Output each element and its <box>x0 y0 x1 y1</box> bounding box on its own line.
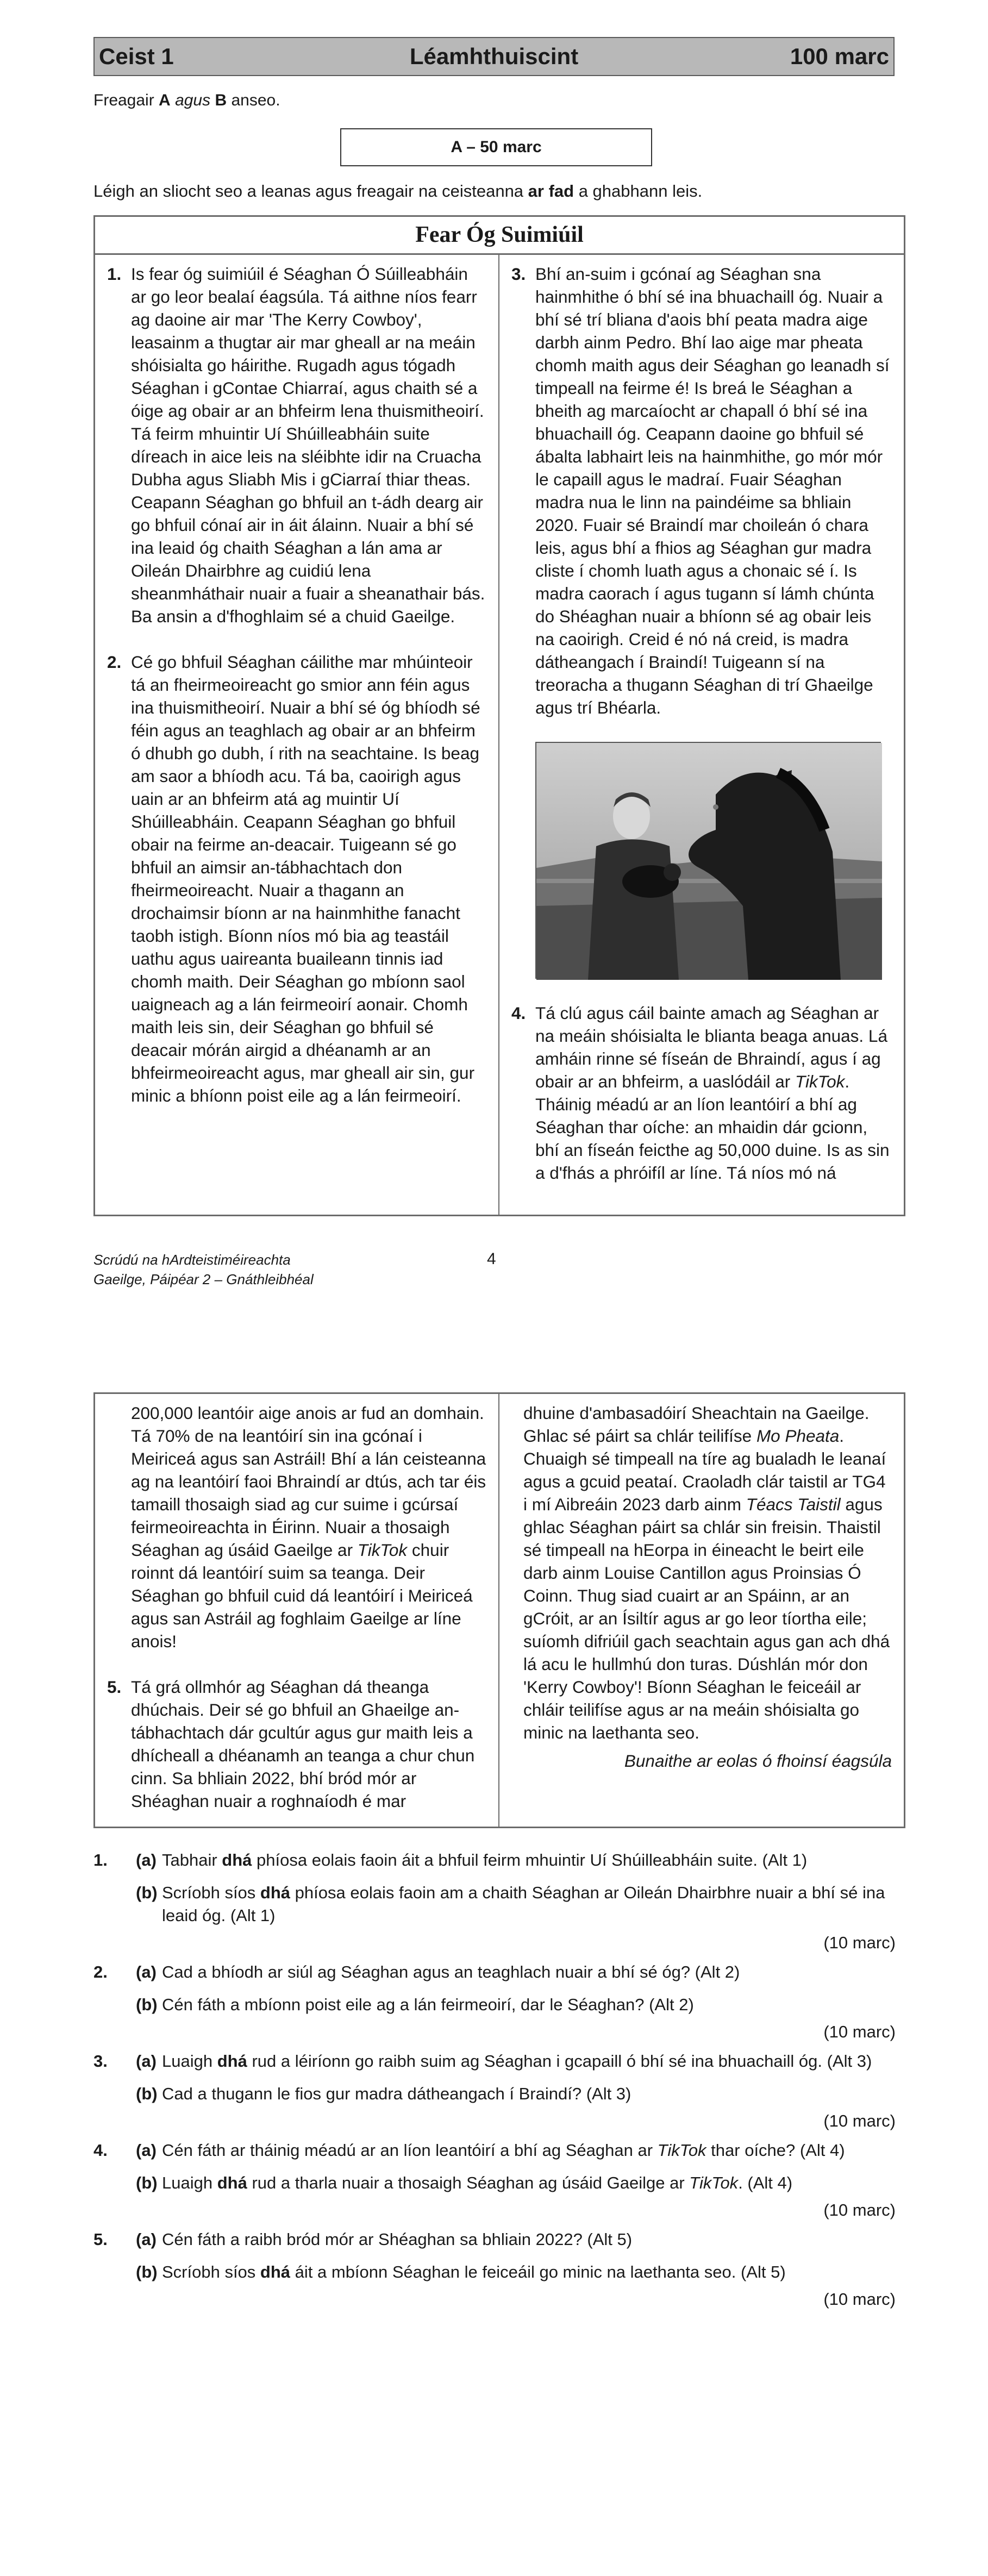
source-credit: Bunaithe ar eolas ó fhoinsí éagsúla <box>624 1751 892 1771</box>
part-a-label: A – 50 marc <box>340 128 652 166</box>
paragraph-5-continued: dhuine d'ambasadóirí Sheachtain na Gaeilge. Ghlac sé páirt sa chlár teilifíse Mo Pheata. Chuaigh sé timpeall na tíre ag bualadh le leanaí agus a gcuid peataí. Craoladh clár taistil ar TG4 i mí Aibreáin 2023 darb ainm Téacs Taistil agus ghlac Séaghan páirt sa chlár sin freisin. Thaistil sé timpeall na hEorpa in éineacht le beirt eile darb ainm Louise Cantillon agus Proinsias Ó Coinn. Thug siad cuairt ar an Spáinn, ar an gCróit, ar an Ísiltír agus ar go leor tíortha eile; suíomh difriúil gach seachtain agus gan ach dhá lá acu le hullmhú don turas. Dúshlán mór don 'Kerry Cowboy'! Bíonn Séaghan le feiceáil ar chláir teilifíse agus ar na meáin shóisialta go minic na laethanta seo. <box>523 1403 890 1742</box>
instruction: Léigh an sliocht seo a leanas agus freagair na ceisteanna ar fad a ghabhann leis. <box>93 182 703 201</box>
photo-image <box>536 743 882 980</box>
paragraph-3: 3. Bhí an-suim i gcónaí ag Séaghan sna hainmhithe ó bhí sé ina bhuachaill óg. Nuair a bhí sé trí bliana d'aois bhí peata madra aige darbh ainm Pedro. Bhí lao aige mar pheata chomh maith agus deir Séaghan go leanadh sí timpeall na feirme é! Is breá le Séaghan a bheith ag marcaíocht ar chapall ó bhí sé ina bhuachaill óg. Ceapann daoine go bhfuil sé ábalta labhairt leis na hainmhithe, go mór mór le capaill agus le madraí. Fuair Séaghan madra nua le linn na paindéime sa bhliain 2020. Fuair sé Braindí mar choileán ó chara leis, agus bhí a fhios ag Séaghan gur madra cliste í chomh luath agus a chonaic sé í. Is madra caorach í agus tugann sí lámh chúnta do Shéaghan nuair a bhíonn sé ag obair leis na caoirigh. Creid é nó ná creid, is madra dátheangach í Braindí! Tuigeann sí na treoracha a thugann Séaghan di trí Ghaeilge agus trí Bhéarla. <box>511 264 890 717</box>
question-4: 4. (a) Cén fáth ar tháinig méadú ar an líon leantóirí a bhí ag Séaghan ar TikTok thar oíche? (Alt 4) (b) Luaigh dhá rud a tharla nuair a thosaigh Séaghan ag úsáid Gaeilge ar TikTok. (Alt 4) (10 marc) <box>93 2139 896 2222</box>
article-column-left-cont <box>95 1394 499 1827</box>
questions-section <box>93 1849 896 2317</box>
marks: (10 marc) <box>823 2200 896 2219</box>
article-column-right <box>499 255 904 1215</box>
paragraph-2: 2. Cé go bhfuil Séaghan cáilithe mar mhúinteoir tá an fheirmeoireacht go smior ann féin agus ina thuismitheoirí. Nuair a bhí sé óg bhíodh sé féin agus an teaghlach ag obair ar an bhfeirm ó dhubh go dubh, í rith na seachtaine. Is beag am saor a bhíodh acu. Tá ba, caoirigh agus uain ar an bhfeirm atá ag muintir Uí Shúilleabháin. Ceapann Séaghan go bhfuil obair na feirme an-deacair. Tuigeann sé go bhfuil an aimsir an-tábhachtach don fheirmeoireacht. Nuair a thagann an drochaimsir bíonn ar na hainmhithe fanacht taobh istigh. Bíonn níos mó bia ag teastáil uathu agus uaireanta buaileann tinnis iad chomh maith. Deir Séaghan go mbíonn saol uaigneach ag a lán feirmeoirí aonair. Chomh maith leis sin, deir Séaghan go bhfuil sé deacair mórán airgid a dhéanamh ar an bhfeirmeoireacht agus, mar gheall air sin, gur minic a bhíonn poist eile ag a lán feirmeoirí. <box>107 652 480 1105</box>
marks: (10 marc) <box>823 1933 896 1952</box>
marks: (10 marc) <box>823 2111 896 2130</box>
photo-man-with-horse <box>535 742 881 979</box>
section-title: Léamhthuiscint <box>409 43 579 69</box>
question-3: 3. (a) Luaigh dhá rud a léiríonn go raibh suim ag Séaghan i gcapaill ó bhí sé ina bhuachaill óg. (Alt 3) (b) Cad a thugann le fios gur madra dátheangach í Braindí? (Alt 3) (10 marc) <box>93 2050 896 2133</box>
article-box-continued <box>93 1392 905 1828</box>
page-number: 4 <box>487 1250 496 1268</box>
marks: (10 marc) <box>823 2022 896 2041</box>
article-box <box>93 215 905 1216</box>
question-2: 2. (a) Cad a bhíodh ar siúl ag Séaghan agus an teaghlach nuair a bhí sé óg? (Alt 2) (b) Cén fáth a mbíonn poist eile ag a lán feirmeoirí, dar le Séaghan? (Alt 2) (10 marc) <box>93 1961 896 2043</box>
article-column-right-cont <box>499 1394 904 1827</box>
article-column-left <box>95 255 499 1215</box>
question-1: 1. (a) Tabhair dhá phíosa eolais faoin áit a bhfuil feirm mhuintir Uí Shúilleabháin suite. (Alt 1) (b) Scríobh síos dhá phíosa eolais faoin am a chaith Séaghan ar Oileán Dhairbhre nuair a bhí sé ina leaid óg. (Alt 1) (10 marc) <box>93 1849 896 1954</box>
paragraph-1: 1. Is fear óg suimiúil é Séaghan Ó Súilleabháin ar go leor bealaí éagsúla. Tá aithne níos fearr ag daoine air mar 'The Kerry Cowboy', leasainm a thugtar air mar gheall ar na meáin shóisialta go háirithe. Rugadh agus tógadh Séaghan i gContae Chiarraí, agus chaith sé a óige ag obair ar an bhfeirm lena thuismitheoirí. Tá feirm mhuintir Uí Shúilleabháin suite díreach in aice leis na sléibhte idir na Cruacha Dubha agus Sliabh Mis i gCiarraí thiar theas. Ceapann Séaghan go bhfuil an t-ádh dearg air go bhfuil cónaí air in áit álainn. Nuair a bhí sé ina leaid óg chaith Séaghan a lán ama ar Oileán Dhairbhre ag cuidiú lena sheanmháthair nuair a fuair a sheanathair bás. Ba ansin a d'fhoghlaim sé a chuid Gaeilge. <box>107 264 485 626</box>
question-label: Ceist 1 <box>99 43 174 69</box>
question-5: 5. (a) Cén fáth a raibh bród mór ar Shéaghan sa bhliain 2022? (Alt 5) (b) Scríobh síos dhá áit a mbíonn Séaghan le feiceáil go minic na laethanta seo. (Alt 5) (10 marc) <box>93 2228 896 2311</box>
paragraph-5: 5. Tá grá ollmhór ag Séaghan dá theanga dhúchais. Deir sé go bhfuil an Ghaeilge an-tábhachtach dár gcultúr agus gur maith leis a dhícheall a dhéanamh an teanga a chur chun cinn. Sa bhliain 2022, bhí bród mór ar Shéaghan nuair a roghnaíodh é mar <box>107 1677 475 1811</box>
section-header <box>93 37 895 76</box>
intro-line: Freagair A agus B anseo. <box>93 91 280 109</box>
paragraph-4-continued: 200,000 leantóir aige anois ar fud an domhain. Tá 70% de na leantóirí sin ina gcónaí i Meiriceá agus san Astráil! Bhí a lán ceisteanna ag na leantóirí faoi Bhraindí ar dtús, ach tar éis tamaill thosaigh siad ag cur suime i gcúrsaí feirmeoireachta in Éirinn. Nuair a thosaigh Séaghan ag úsáid Gaeilge ar TikTok chuir roinnt dá leantóirí suim sa teanga. Deir Séaghan go bhfuil cuid dá leantóirí i Meiriceá agus san Astráil ag foghlaim Gaeilge ar líne anois! <box>131 1403 486 1651</box>
marks: (10 marc) <box>823 2290 896 2309</box>
article-title: Fear Óg Suimiúil <box>95 217 904 255</box>
page-footer: Scrúdú na hArdteistiméireachta Gaeilge, Páipéar 2 – Gnáthleibhéal <box>93 1252 314 1287</box>
marks-label: 100 marc <box>790 43 889 69</box>
paragraph-4: 4. Tá clú agus cáil bainte amach ag Séaghan ar na meáin shóisialta le blianta beaga anuas. Lá amháin rinne sé físeán de Bhraindí, agus í ag obair ar an bhfeirm, a uaslódáil ar TikTok. Tháinig méadú ar an líon leantóirí a bhí ag Séaghan thar oíche: an mhaidin dár gcionn, bhí an físeán feicthe ag 50,000 duine. Is as sin a d'fhás a phróifíl ar líne. Tá níos mó ná <box>511 1003 890 1183</box>
